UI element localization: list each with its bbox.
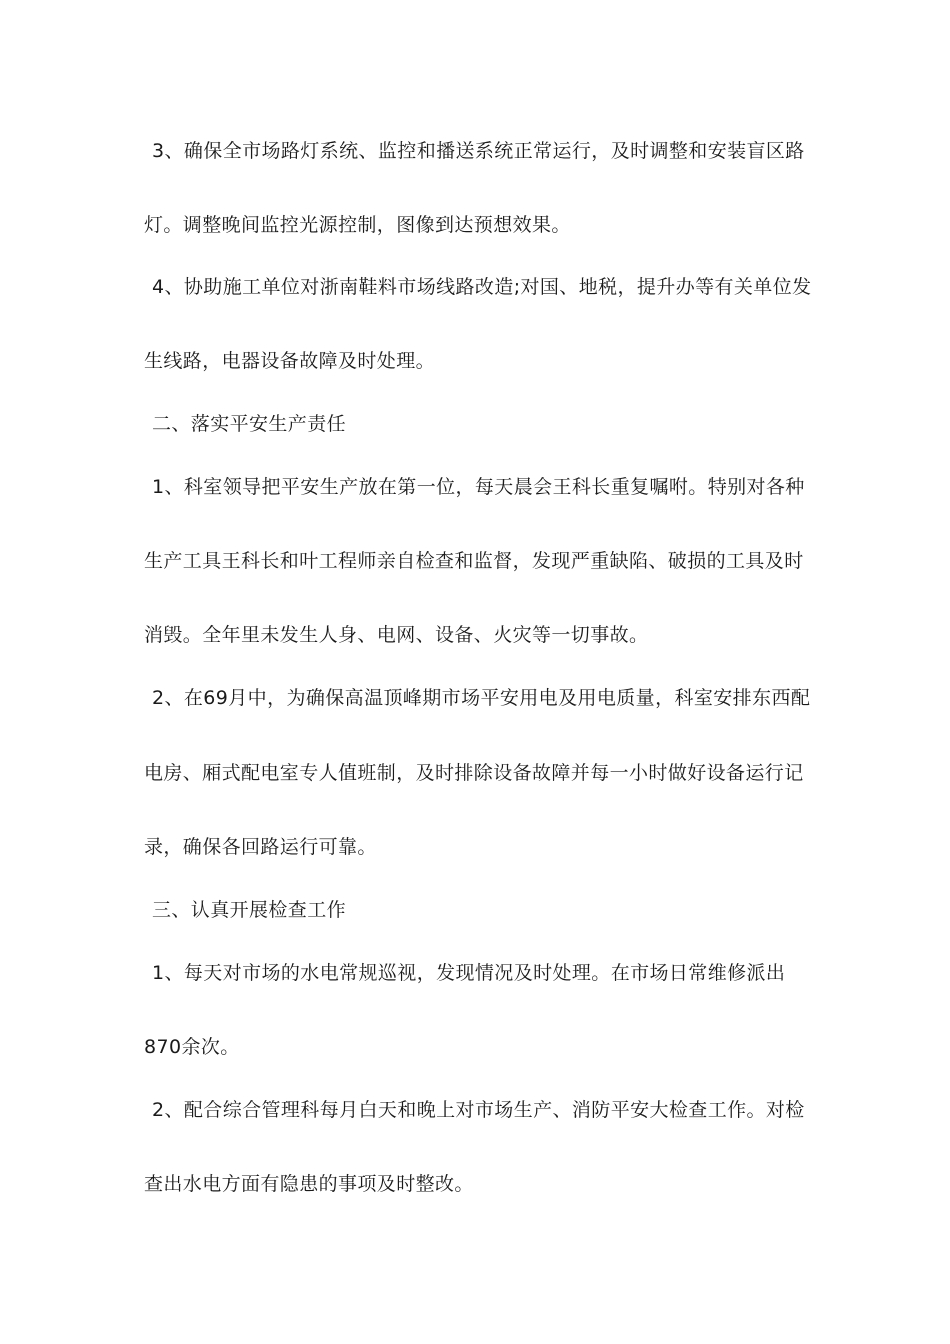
section-2-item-2-line-3: 录，确保各回路运行可靠。 [144, 836, 377, 858]
section-2-item-1-line-3: 消毁。全年里未发生人身、电网、设备、火灾等一切事故。 [144, 624, 649, 646]
section-3-item-2-line-2: 查出水电方面有隐患的事项及时整改。 [144, 1173, 474, 1195]
section-2-item-2-line-2: 电房、厢式配电室专人值班制，及时排除设备故障并每一小时做好设备运行记 [144, 762, 804, 784]
paragraph-4-line-2: 生线路，电器设备故障及时处理。 [144, 350, 436, 372]
section-2-item-1-line-2: 生产工具王科长和叶工程师亲自检查和监督，发现严重缺陷、破损的工具及时 [144, 550, 804, 572]
section-3-item-1-line-1: 1、每天对市场的水电常规巡视，发现情况及时处理。在市场日常维修派出 [152, 962, 786, 984]
paragraph-3-line-2: 灯。调整晚间监控光源控制，图像到达预想效果。 [144, 214, 571, 236]
section-3-item-2-line-1: 2、配合综合管理科每月白天和晚上对市场生产、消防平安大检查工作。对检 [152, 1099, 805, 1121]
section-2-item-2-line-1: 2、在69月中，为确保高温顶峰期市场平安用电及用电质量，科室安排东西配 [152, 687, 811, 709]
section-3-item-1-line-2: 870余次。 [144, 1036, 240, 1058]
paragraph-4-line-1: 4、协助施工单位对浙南鞋料市场线路改造;对国、地税，提升办等有关单位发 [152, 276, 812, 298]
paragraph-3-line-1: 3、确保全市场路灯系统、监控和播送系统正常运行，及时调整和安装盲区路 [152, 140, 805, 162]
section-heading-2: 二、落实平安生产责任 [152, 413, 347, 435]
section-2-item-1-line-1: 1、科室领导把平安生产放在第一位，每天晨会王科长重复嘱咐。特别对各种 [152, 476, 805, 498]
section-heading-3: 三、认真开展检查工作 [152, 899, 347, 921]
